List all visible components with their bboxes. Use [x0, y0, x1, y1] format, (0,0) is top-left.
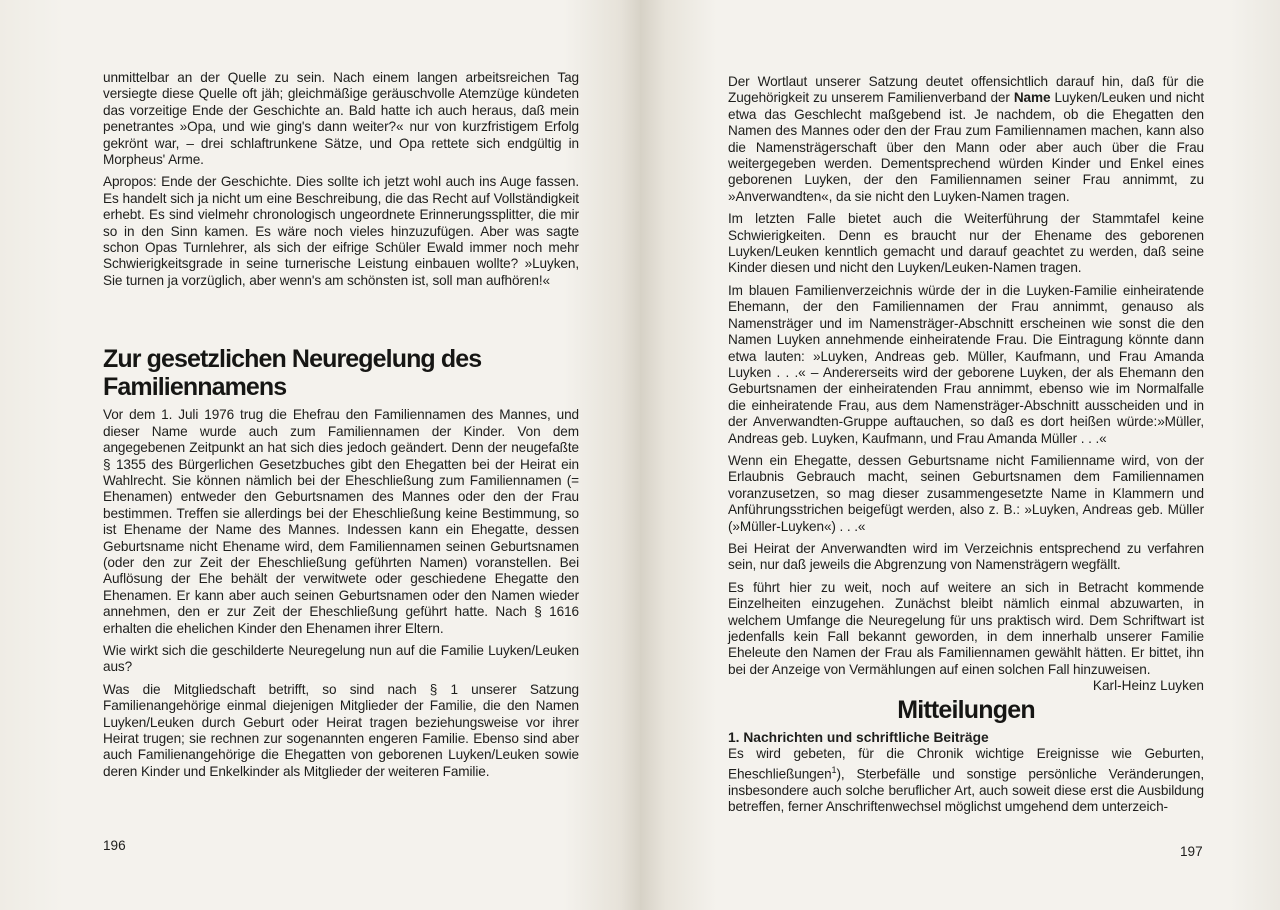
paragraph: unmittelbar an der Quelle zu sein. Nach einem langen arbeitsreichen Tag versiegte diese Quelle oft jäh; gleichmäßige geräuschvolle Atemzüge kündeten das vorzeitige Ende der Geschichte an. Bald hatte ich auch heraus, daß mein penetrantes »Opa, und wie ging's dann weiter?« nur von kurzfristigem Erfolg gekrönt war, – drei schlaftrunkene Sätze, und Opa rettete sich endgültig in Morpheus' Arme.	[103, 70, 579, 168]
paragraph: Wie wirkt sich die geschilderte Neuregelung nun auf die Familie Luyken/Leuken aus?	[103, 642, 579, 675]
paragraph: Im blauen Familienverzeichnis würde der in die Luyken-Familie einheiratende Ehemann, der den Familiennamen der Frau annimmt, genauso als Namensträger und im Namensträger-Abschnitt erscheinen wie sonst die den Namen Luyken annehmende einheiratende Frau. Die Eintragung könnte dann etwa lauten: »Luyken, Andreas geb. Müller, Kaufmann, und Frau Amanda Luyken . . .« – Andererseits wird der geborene Luyken, der als Ehemann den Geburtsnamen der einheiratenden Frau annimmt, ebenso wie im Normalfalle die einheiratende Frau, aus dem Namensträger-Abschnitt ausscheiden und in der Anverwandten-Gruppe auftauchen, so daß es dort heißen würde:»Müller, Andreas geb. Luyken, Kaufmann, und Frau Amanda Müller . . .«	[728, 282, 1204, 446]
section-heading: Mitteilungen	[897, 695, 1035, 724]
right-text-column	[728, 74, 1204, 816]
paragraph: Apropos: Ende der Geschichte. Dies sollte ich jetzt wohl auch ins Auge fassen. Es handelt sich ja nicht um eine Beschreibung, die das Recht auf Vollständigkeit erhebt. Es sind vielmehr chronologisch ungeordnete Erinnerungssplitter, die mir so in den Sinn kamen. Es wäre noch vieles hinzuzufügen. Aber was sagte schon Opas Turnlehrer, als sich der eifrige Schüler Ewald immer noch mehr Schwierigkeitsgrade in seine turnerische Leistung einbauen wollte? »Luyken, Sie turnen ja vorzüglich, aber wenn's am schönsten ist, soll man aufhören!«	[103, 174, 579, 288]
page-number: 196	[103, 838, 126, 853]
page-number: 197	[1180, 844, 1203, 859]
paragraph: Im letzten Falle bietet auch die Weiterführung der Stammtafel keine Schwierigkeiten. Denn es braucht nur der Ehename des geborenen Luyken/Leuken kenntlich gemacht und darauf geachtet zu werden, daß seine Kinder diesen und nicht den Luyken/Leuken-Namen tragen.	[728, 211, 1204, 276]
footnote-mark: 1	[831, 765, 837, 776]
paragraph: Es wird gebeten, für die Chronik wichtige Ereignisse wie Geburten, Eheschließungen$^1$), Sterbefälle und sonstige persönliche Veränderungen, insbesondere auch solche beruflicher Art, auch soweit diese erst die Ausbildung betreffen, ferner Anschriftenwechsel möglichst umgehend dem unterzeich-	[728, 745, 1204, 815]
paragraph: Wenn ein Ehegatte, dessen Geburtsname nicht Familienname wird, von der Erlaubnis Gebrauch macht, seinen Geburtsnamen dem Familiennamen voranzusetzen, so mag dieser zusammengesetzte Name in Klammern und Anführungsstrichen beigefügt werden, also z. B.: »Luyken, Andreas geb. Müller (»Müller-Luyken«) . . .«	[728, 452, 1204, 534]
paragraph: Was die Mitgliedschaft betrifft, so sind nach § 1 unserer Satzung Familienangehörige einmal diejenigen Mitglieder der Familie, die den Namen Luyken/Leuken durch Geburt oder Heirat tragen beziehungsweise vor ihrer Heirat trugen; sie rechnen zur sogenannten engeren Familie. Ebenso sind aber auch Familienangehörige die Ehegatten von geborenen Luyken/Leuken sowie deren Kinder und Enkelkinder als Mitglieder der weiteren Familie.	[103, 681, 579, 779]
right-page	[640, 0, 1280, 910]
subsection-heading: 1. Nachrichten und schriftliche Beiträge	[728, 729, 989, 745]
left-text-column	[103, 70, 579, 780]
article-heading: Zur gesetzlichen Neuregelung des Familiennamens	[103, 345, 482, 402]
paragraph: Vor dem 1. Juli 1976 trug die Ehefrau den Familiennamen des Mannes, und dieser Name wurde auch zum Familiennamen der Kinder. Von dem angegebenen Zeitpunkt an hat sich dies jedoch geändert. Denn der neugefaßte § 1355 des Bürgerlichen Gesetzbuches gibt den Ehegatten bei der Heirat ein Wahlrecht. Sie können nämlich bei der Eheschließung zum Familiennamen (= Ehenamen) entweder den Geburtsnamen des Mannes oder den der Frau bestimmen. Treffen sie allerdings bei der Eheschließung keine Bestimmung, so ist Ehename der Name des Mannes. Indessen kann ein Ehegatte, dessen Geburtsname nicht Ehename wird, dem Familiennamen seinen Geburtsnamen (oder den zur Zeit der Eheschließung geführten Namen) voranstellen. Bei Auflösung der Ehe behält der verwitwete oder geschiedene Ehegatte den Ehenamen. Er kann aber auch seinen Geburtsnamen oder den Namen wieder annehmen, den er zur Zeit der Eheschließung geführt hatte. Nach § 1616 erhalten die ehelichen Kinder den Ehenamen ihrer Eltern.	[103, 407, 579, 636]
paragraph: Der Wortlaut unserer Satzung deutet offensichtlich darauf hin, daß für die Zugehörigkeit zu unserem Familienverband der Name Luyken/Leuken und nicht etwa das Geschlecht maßgebend ist. Je nachdem, ob die Ehegatten den Namen des Mannes oder den der Frau zum Familiennamen machen, kann also die Namensträgerschaft über den Mann oder aber auch über die Frau weitergegeben werden. Dementsprechend würden Kinder und Enkel eines geborenen Luyken, der den Familiennamen seiner Frau annimmt, zu »Anverwandten«, da sie nicht den Luyken-Namen tragen.	[728, 74, 1204, 204]
paragraph: Es führt hier zu weit, noch auf weitere an sich in Betracht kommende Einzelheiten einzugehen. Zunächst bleibt nämlich einmal abzuwarten, in welchem Umfange die Neuregelung für uns praktisch wird. Dem Schriftwart ist jedenfalls kein Fall bekannt geworden, in dem innerhalb unserer Familie Eheleute den Namen der Frau als Familiennamen gewählt hätten. Er bittet, ihn bei der Anzeige von Vermählungen auf einen solchen Fall hinzuweisen.	[728, 579, 1204, 677]
bold-term: Name	[1013, 90, 1051, 106]
paragraph: Bei Heirat der Anverwandten wird im Verzeichnis entsprechend zu verfahren sein, nur daß jeweils die Abgrenzung von Namensträgern wegfällt.	[728, 540, 1204, 573]
author-signature: Karl-Heinz Luyken	[1092, 678, 1204, 694]
